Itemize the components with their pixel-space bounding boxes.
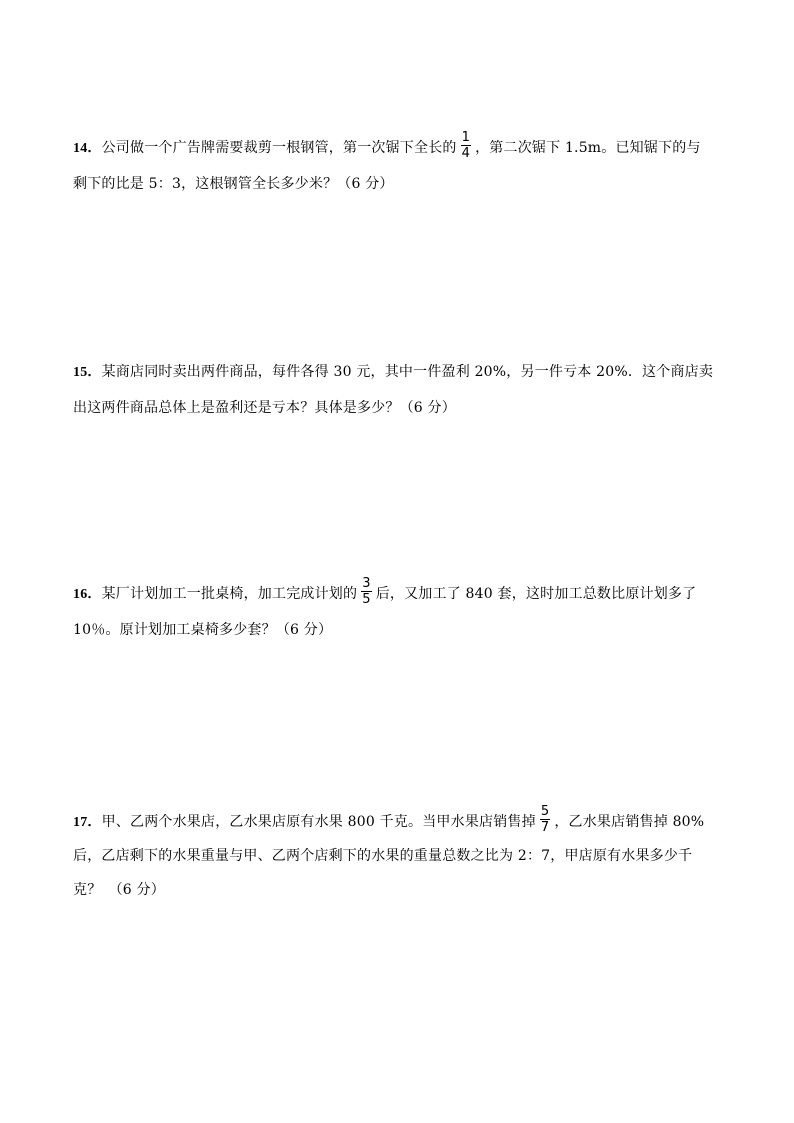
problem-14 [73,130,733,202]
problem-16-line-2: 10％。原计划加工桌椅多少套？（6 分） [73,622,333,638]
fraction-denominator: 5 [362,591,371,607]
problem-16 [73,576,733,648]
problem-14-line-2: 剩下的比是 5：3，这根钢管全长多少米？（6 分） [73,176,394,192]
problem-text: 某厂计划加工一批桌椅，加工完成计划的 [101,586,358,602]
problem-16-line-1 [73,576,733,612]
problem-text: 某商店同时卖出两件商品，每件各得 30 元，其中一件盈利 20%，另一件亏本 20%．这个商店卖 [101,364,714,380]
problem-17-line-3: 克？ （6 分） [73,882,165,898]
problem-text: ，乙水果店销售掉 80% [554,814,705,830]
problem-17-line-2: 后，乙店剩下的水果重量与甲、乙两个店剩下的水果的重量总数之比为 2：7，甲店原有水果多少千 [73,848,693,864]
problem-15 [73,354,733,426]
problem-number: 17． [73,815,102,830]
fraction [461,130,471,161]
problem-text: 后，又加工了 840 套，这时加工总数比原计划多了 [375,586,697,602]
problem-14-line-1 [73,130,733,166]
problem-text: 甲、乙两个水果店，乙水果店原有水果 800 千克。当甲水果店销售掉 [101,814,536,830]
fraction-denominator: 4 [461,145,471,161]
problem-15-line-2: 出这两件商品总体上是盈利还是亏本？具体是多少？（6 分） [73,400,456,416]
problem-number: 15． [73,365,102,380]
problem-text: ，第二次锯下 1.5m。已知锯下的与 [475,140,701,156]
fraction [361,576,371,607]
fraction-numerator: 5 [540,803,550,819]
problem-17 [73,804,733,906]
fraction-numerator: 3 [362,575,371,591]
fraction [540,804,550,835]
problem-17-line-1 [73,804,733,838]
problem-15-line-1 [73,354,733,390]
fraction-denominator: 7 [540,819,550,835]
problem-text: 公司做一个广告牌需要裁剪一根钢管，第一次锯下全长的 [101,140,457,156]
fraction-numerator: 1 [461,129,471,145]
problem-number: 16． [73,587,102,602]
problem-number: 14． [73,141,102,156]
